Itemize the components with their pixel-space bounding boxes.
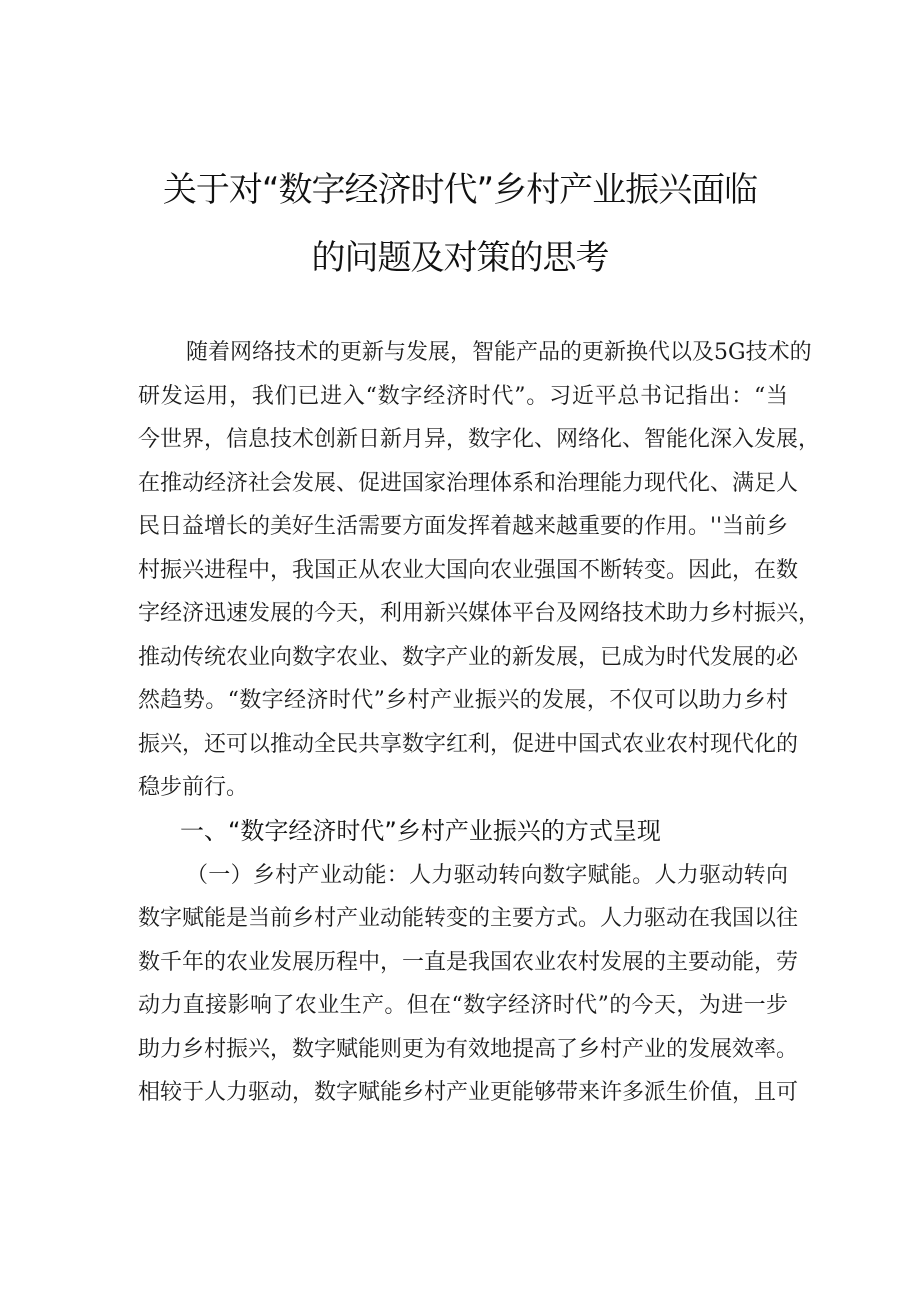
section-1-paragraph-line: 数字赋能是当前乡村产业动能转变的主要方式。人力驱动在我国以往 [138,906,799,931]
section-1-paragraph-line: 数千年的农业发展历程中，一直是我国农业农村发展的主要动能，劳 [138,950,799,975]
intro-paragraph-line: 推动传统农业向数字农业、数字产业的新发展，已成为时代发展的必 [138,645,799,670]
document-title-line-2: 的问题及对策的思考 [311,238,609,278]
intro-paragraph-line: 然趋势。“数字经济时代”乡村产业振兴的发展，不仅可以助力乡村 [138,688,788,713]
intro-paragraph-line: 村振兴进程中，我国正从农业大国向农业强国不断转变。因此，在数 [138,558,799,583]
section-1-paragraph-line: 动力直接影响了农业生产。但在“数字经济时代”的今天，为进一步 [138,993,788,1018]
document-title-line-1: 关于对“数字经济时代”乡村产业振兴面临 [162,170,758,210]
intro-paragraph-line: 在推动经济社会发展、促进国家治理体系和治理能力现代化、满足人 [138,471,799,496]
section-1-paragraph-line: 助力乡村振兴，数字赋能则更为有效地提高了乡村产业的发展效率。 [138,1037,799,1062]
intro-paragraph-line: 振兴，还可以推动全民共享数字红利，促进中国式农业农村现代化的 [138,732,799,757]
intro-paragraph-line: 今世界，信息技术创新日新月异，数字化、网络化、智能化深入发展， [138,427,821,452]
intro-paragraph-line: 稳步前行。 [138,775,249,800]
intro-paragraph-line: 研发运用，我们已进入“数字经济时代”。习近平总书记指出：“当 [138,384,788,409]
intro-paragraph-line: 民日益增长的美好生活需要方面发挥着越来越重要的作用。''当前乡 [138,514,789,539]
section-1-paragraph-line: （一）乡村产业动能：人力驱动转向数字赋能。人力驱动转向 [186,863,788,888]
intro-paragraph-line: 字经济迅速发展的今天，利用新兴媒体平台及网络技术助力乡村振兴， [138,601,821,626]
intro-paragraph-line: 随着网络技术的更新与发展，智能产品的更新换代以及5G技术的 [186,340,812,365]
section-1-paragraph-line: 相较于人力驱动，数字赋能乡村产业更能够带来许多派生价值，且可 [138,1080,799,1105]
section-1-heading: 一、“数字经济时代”乡村产业振兴的方式呈现 [180,817,661,845]
